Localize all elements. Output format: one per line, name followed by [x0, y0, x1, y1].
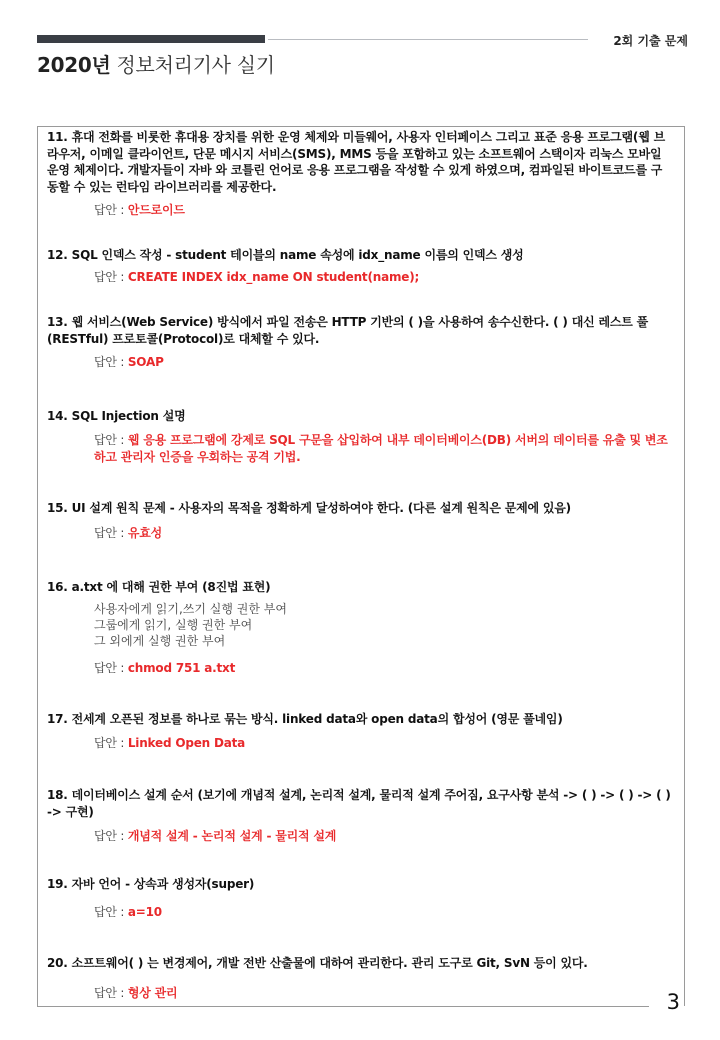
- title-text: 정보처리기사 실기: [110, 53, 275, 77]
- question-17: 17. 전세계 오픈된 정보를 하나로 묶는 방식. linked data와 open data의 합성어 (영문 풀네임): [47, 712, 563, 726]
- question-16: 16. a.txt 에 대해 권한 부여 (8진법 표현): [47, 580, 271, 594]
- answer-value: SOAP: [127, 355, 164, 369]
- answer-11: [94, 202, 672, 219]
- answer-19: [94, 904, 672, 921]
- header-rule: [268, 39, 588, 40]
- answer-label: 답안 :: [94, 829, 128, 843]
- question-14: 14. SQL Injection 설명: [47, 409, 186, 423]
- condition-user: 사용자에게 읽기,쓰기 실행 권한 부여: [94, 602, 287, 616]
- answer-label: 답안 :: [94, 661, 128, 675]
- question-13: 13. 웹 서비스(Web Service) 방식에서 파일 전송은 HTTP 기반의 ( )을 사용하여 송수신한다. ( ) 대신 레스트 풀(RESTful) 프로토콜(Protocol)로 대체할 수 있다.: [47, 315, 648, 346]
- question-19: 19. 자바 언어 - 상속과 생성자(super): [47, 877, 255, 891]
- answer-value: 웹 응용 프로그램에 강제로 SQL 구문을 삽입하여 내부 데이터베이스(DB) 서버의 데이터를 유출 및 변조하고 관리자 인증을 우회하는 공격 기법.: [94, 433, 668, 464]
- answer-20: [94, 985, 672, 1002]
- answer-value: Linked Open Data: [127, 736, 246, 750]
- question-20: 20. 소프트웨어( ) 는 변경제어, 개발 전반 산출물에 대하여 관리한다. 관리 도구로 Git, SvN 등이 있다.: [47, 956, 588, 970]
- answer-value: 형상 관리: [127, 986, 178, 1000]
- answer-16: [94, 660, 672, 677]
- answer-value: 유효성: [127, 526, 163, 540]
- answer-value: 개념적 설계 - 논리적 설계 - 물리적 설계: [127, 829, 337, 843]
- answer-value: 안드로이드: [127, 203, 185, 217]
- answer-label: 답안 :: [94, 433, 128, 447]
- answer-value: a=10: [127, 905, 162, 919]
- answer-15: [94, 525, 672, 542]
- answer-value: chmod 751 a.txt: [127, 661, 236, 675]
- question-11: 11. 휴대 전화를 비롯한 휴대용 장치를 위한 운영 체제와 미들웨어, 사용자 인터페이스 그리고 표준 응용 프로그램(웹 브라우저, 이메일 클라이언트, 단문 메시지 서비스(SMS), MMS 등을 포함하고 있는 소프트웨어 스택이자 리눅스 모바일 운영 체제이다. 개발자들이 자바 와 코틀린 언어로 응용 프로그램을 작성할 수 있게 하였으며, 컴파일된 바이트코드를 구동할 수 있는 런타임 라이브러리를 제공한다.: [47, 130, 665, 194]
- title-year: 2020년: [37, 53, 111, 77]
- answer-13: [94, 354, 672, 371]
- question-16-conditions: [94, 601, 654, 649]
- question-18: 18. 데이터베이스 설계 순서 (보기에 개념적 설계, 논리적 설계, 물리적 설계 주어짐, 요구사항 분석 -> ( ) -> ( ) -> ( ) -> 구현): [47, 788, 671, 819]
- page-title: [37, 49, 275, 78]
- header-round-label: 2회 기출 문제: [613, 34, 688, 48]
- footer-rule: [37, 1006, 649, 1007]
- answer-label: 답안 :: [94, 355, 128, 369]
- answer-label: 답안 :: [94, 526, 128, 540]
- page-number: 3: [666, 990, 680, 1014]
- condition-group: 그룹에게 읽기, 실행 권한 부여: [94, 618, 253, 632]
- answer-label: 답안 :: [94, 736, 128, 750]
- answer-17: [94, 735, 672, 752]
- answer-label: 답안 :: [94, 986, 128, 1000]
- question-15: 15. UI 설계 원칙 문제 - 사용자의 목적을 정확하게 달성하여야 한다. (다른 설계 원칙은 문제에 있음): [47, 501, 571, 515]
- question-12: 12. SQL 인덱스 작성 - student 테이블의 name 속성에 idx_name 이름의 인덱스 생성: [47, 248, 524, 262]
- condition-other: 그 외에게 실행 권한 부여: [94, 634, 226, 648]
- answer-label: 답안 :: [94, 270, 128, 284]
- answer-value: CREATE INDEX idx_name ON student(name);: [127, 270, 420, 284]
- answer-12: [94, 269, 672, 286]
- answer-label: 답안 :: [94, 203, 128, 217]
- header-accent-bar: [37, 35, 265, 43]
- answer-label: 답안 :: [94, 905, 128, 919]
- answer-14: [94, 432, 672, 465]
- answer-18: [94, 828, 672, 845]
